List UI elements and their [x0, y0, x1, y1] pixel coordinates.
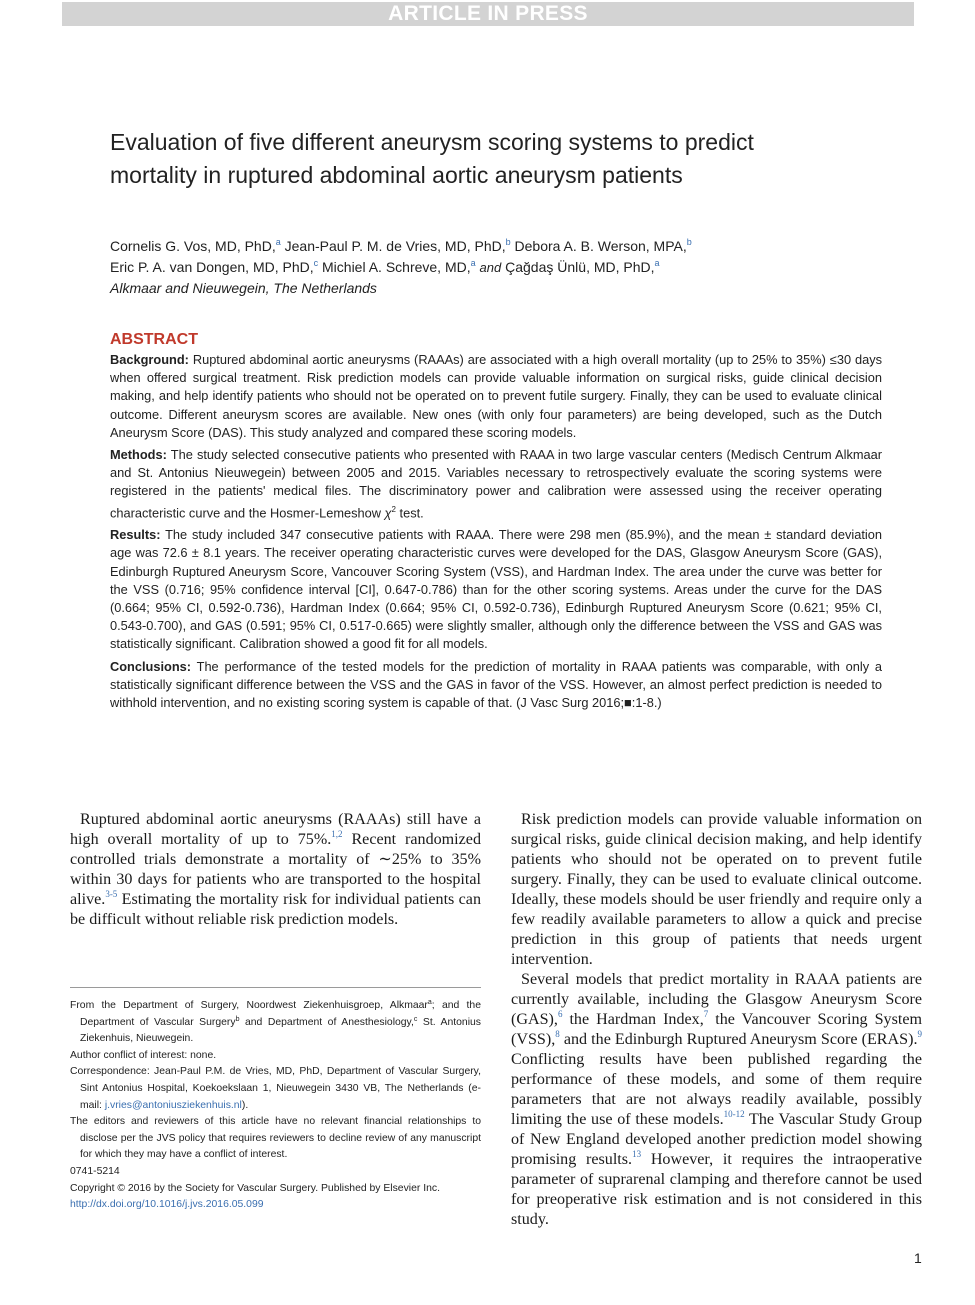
article-in-press-banner: [62, 2, 914, 26]
intro-paragraph-3: [511, 970, 922, 1230]
footnotes: [70, 998, 481, 1214]
footnote-coi: Author conflict of interest: none.: [70, 1049, 217, 1061]
author-name: Debora A. B. Werson, MPA,: [514, 238, 687, 254]
citation-ref[interactable]: 9: [917, 1029, 922, 1039]
citation-ref[interactable]: 1,2: [331, 829, 343, 839]
text-run: and the Edinburgh Ruptured Aneurysm Score (ERAS).: [559, 1031, 918, 1048]
chi-symbol: χ: [384, 504, 392, 520]
text-run: the Hardman Index,: [562, 1011, 704, 1028]
text-run: Estimating the mortality risk for individual patients can be difficult without reliable risk prediction models.: [70, 891, 481, 928]
citation-ref[interactable]: 10-12: [723, 1109, 745, 1119]
text-run: Ruptured abdominal aortic aneurysms (RAAAs) still have a high overall mortality of up to 75%.: [70, 811, 481, 848]
affiliation-marker: b: [505, 237, 511, 247]
left-column: [70, 810, 481, 930]
affiliation-marker: a: [427, 999, 432, 1006]
affiliation-marker: b: [235, 1015, 240, 1023]
affiliation-marker: a: [275, 237, 281, 247]
affiliation-marker: c: [413, 1015, 418, 1023]
author-name: Eric P. A. van Dongen, MD, PhD,: [110, 258, 314, 275]
background-text: Ruptured abdominal aortic aneurysms (RAAAs) are associated with a high overall mortality (up to 25% to 35%) ≤30 days when offered surgical treatment. Risk prediction models can provide valuable information on surgical risks, guide clinical decision making, and help identify patients who should not be operated on to prevent futile surgery. Finally, they can be used to evaluate clinical outcome. Different aneurysm scores are available. New ones (with only four parameters) are being developed, such as the Dutch Aneurysm Score (DAS). This study analyzed and compared these scoring models.: [110, 352, 882, 440]
affiliation-marker: b: [686, 237, 692, 247]
methods-label: Methods:: [110, 447, 167, 463]
text-run: However, it requires the intraoperative parameter of suprarenal clamping and therefore cannot be used for preoperative risk estimation and is not considered in this study.: [511, 1151, 922, 1228]
author-line-2: [110, 257, 870, 279]
citation-ref[interactable]: 8: [555, 1029, 560, 1039]
article-title: Evaluation of five different aneurysm scoring systems to predict mortality in ruptured abdominal aortic aneurysm patients: [110, 129, 754, 188]
intro-paragraph-2: Risk prediction models can provide valuable information on surgical risks, guide clinical decision making, and help identify patients who should not be operated on to prevent futile surgery. Finally, they can be used to evaluate clinical outcome. Ideally, these models should be user friendly and require only a few readily available parameters to allow a quick and precise prediction in this group of patients that needs urgent intervention.: [511, 811, 922, 968]
footnote-editors: The editors and reviewers of this article have no relevant financial relationships to disclose per the JVS policy that requires reviewers to decline review of any manuscript for which they may have a conflict of interest.: [70, 1116, 481, 1161]
background-label: Background:: [110, 352, 189, 367]
banner-text: ARTICLE IN PRESS: [388, 2, 588, 25]
text-run: Recent randomized controlled trials demonstrate a mortality of ∼25% to 35% within 30 days for patients who are transported to the hospital alive.: [70, 831, 481, 908]
author-location: Alkmaar and Nieuwegein, The Netherlands: [110, 280, 377, 296]
conclusions-label: Conclusions:: [110, 658, 192, 674]
author-name: Jean-Paul P. M. de Vries, MD, PhD,: [284, 238, 506, 254]
conclusions-text: The performance of the tested models for the prediction of mortality in RAAA patients was comparable, with only a statistically significant difference between the VSS and the GAS in favor of the VSS. However, an almost perfect prediction is needed to withhold intervention, and no existing scoring system is capable of that. (J Vasc Surg 2016;■:1-8.): [110, 658, 882, 710]
text-run: the Vancouver Scoring System (VSS),: [511, 1011, 922, 1048]
abstract-results: [110, 526, 882, 653]
citation-ref[interactable]: 13: [632, 1149, 642, 1159]
footnote-affiliations: [70, 998, 481, 1048]
citation-ref[interactable]: 7: [703, 1009, 709, 1019]
right-column: [511, 810, 922, 1230]
citation-ref[interactable]: 3-5: [105, 889, 118, 899]
author-name: Cornelis G. Vos, MD, PhD,: [110, 238, 276, 254]
correspondence-email-link[interactable]: j.vries@antoniusziekenhuis.nl: [104, 1099, 242, 1111]
footnote-divider: [70, 987, 481, 988]
and-word: and: [479, 259, 502, 275]
text-run: ; and the Department of Vascular Surgery: [80, 1000, 481, 1028]
doi-link[interactable]: http://dx.doi.org/10.1016/j.jvs.2016.05.099: [70, 1199, 264, 1211]
author-line-1: [110, 236, 870, 257]
results-text: The study included 347 consecutive patients with RAAA. There were 298 men (85.9%), and the mean ± standard deviation age was 72.6 ± 8.1 years. The receiver operating characteristic curves were developed for the DAS, Glasgow Aneurysm Score (GAS), Edinburgh Ruptured Aneurysm Score, Vancouver Scoring System (VSS), and Hardman Index. The area under the curve was better for the VSS (0.716; 95% confidence interval [CI], 0.647-0.786) than for the other scoring systems. Areas under the curve for the DAS (0.664; 95% CI, 0.592-0.736), Hardman Index (0.664; 95% CI, 0.592-0.736), Edinburgh Ruptured Aneurysm Score (0.621; 95% CI, 0.543-0.700), and GAS (0.591; 95% CI, 0.517-0.665) were slightly smaller, although only the difference between the VSS and GAS was statistically significant. Calibration showed a good fit for all models.: [110, 527, 882, 652]
methods-text: The study selected consecutive patients who presented with RAAA in two large vascular centers (Medisch Centrum Alkmaar and St. Antonius Nieuwegein) between 2005 and 2015. Variables necessary to retrospectively evaluate the scoring systems were registered in the patients' medical files. The discriminatory power and calibration were assessed using the receiver operating characteristic curve and the Hosmer-Lemeshow: [110, 447, 882, 520]
footnote-copyright: Copyright © 2016 by the Society for Vascular Surgery. Published by Elsevier Inc.: [70, 1182, 440, 1194]
text-run: The Vascular Study Group of New England developed another prediction model showing promising results.: [511, 1111, 922, 1168]
footnote-issn: 0741-5214: [70, 1165, 120, 1177]
methods-end: test.: [396, 504, 424, 520]
text-run: ).: [241, 1099, 249, 1111]
author-name: Michiel A. Schreve, MD,: [322, 258, 471, 275]
text-run: Correspondence: Jean-Paul P.M. de Vries, MD, PhD, Department of Vascular Surgery, Sint Antonius Hospital, Koekoekslaan 1, Nieuwegein 3430 VB, The Netherlands (e-mail:: [70, 1066, 481, 1111]
affiliation-marker: c: [313, 257, 319, 268]
chi-exponent: 2: [391, 504, 396, 514]
text-run: Conflicting results have been published regarding the performance of these models, and some of them require parameters that are not always readily available, possibly limiting the use of these models.: [511, 1051, 922, 1128]
abstract-background: [110, 351, 882, 442]
abstract-conclusions: [110, 658, 882, 713]
intro-paragraph-1: [70, 810, 481, 930]
text-run: and Department of Anesthesiology,: [239, 1016, 414, 1028]
affiliation-marker: a: [470, 257, 476, 268]
citation-ref[interactable]: 6: [557, 1009, 563, 1019]
results-label: Results:: [110, 527, 161, 543]
page-number: 1: [914, 1250, 922, 1266]
affiliation-marker: a: [654, 257, 660, 268]
abstract-methods: [110, 446, 882, 522]
text-run: Several models that predict mortality in RAAA patients are currently available, including the Glasgow Aneurysm Score (GAS),: [511, 971, 922, 1028]
footnote-correspondence: [70, 1064, 481, 1114]
text-run: From the Department of Surgery, Noordwest Ziekenhuisgroep, Alkmaar: [70, 1000, 428, 1011]
abstract-heading: ABSTRACT: [110, 331, 198, 348]
text-run: St. Antonius Ziekenhuis, Nieuwegein.: [80, 1016, 481, 1045]
author-list: [110, 236, 870, 299]
abstract-body: [110, 351, 882, 716]
author-name: Çağdaş Ünlü, MD, PhD,: [505, 258, 655, 275]
